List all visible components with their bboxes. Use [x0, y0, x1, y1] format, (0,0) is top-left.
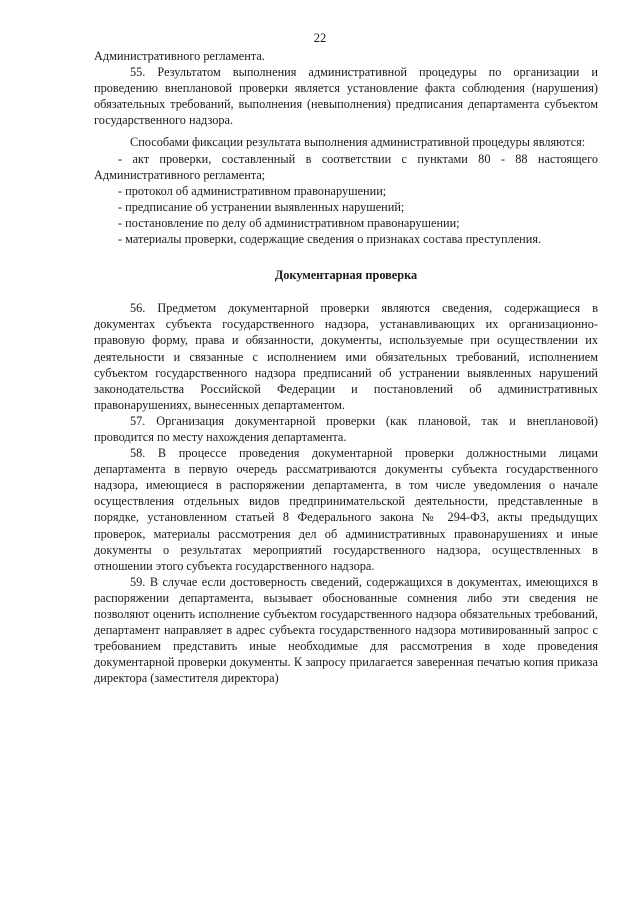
- methods-list: [94, 151, 598, 248]
- paragraph-continuation: Административного регламента.: [94, 49, 265, 63]
- paragraph-57: 57. Организация документарной проверки (как плановой, так и внеплановой) проводится по месту нахождения департамента.: [94, 413, 598, 444]
- page-number: 22: [313, 31, 327, 45]
- paragraph-59: 59. В случае если достоверность сведений, содержащихся в документах, имеющихся в распоряжении департамента, вызывает обоснованные сомнения либо эти сведения не позволяют оценить исполнение субъектом государственного надзора обязательных требований, департамент направляет в адрес субъекта государственного надзора мотивированный запрос с требованием представить иные необходимые для рассмотрения в ходе проведения документарной проверки документы. К запросу прилагается заверенная печатью копия приказа директора (заместителя директора): [94, 574, 598, 686]
- list-item: - постановление по делу об административном правонарушении;: [118, 215, 460, 230]
- page-body: [94, 48, 598, 686]
- list-item: - предписание об устранении выявленных нарушений;: [118, 199, 405, 214]
- paragraph-56: 56. Предметом документарной проверки являются сведения, содержащиеся в документах субъекта государственного надзора, устанавливающих их организационно-правовую форму, права и обязанности, документы, используемые при осуществлении их деятельности и связанные с исполнением ими обязательных требований, исполнением субъектом государственного надзора предписаний об устранении выявленных нарушений законодательства Российской Федерации и постановлений об административных правонарушениях, вынесенных департаментом.: [94, 301, 598, 412]
- list-item: - акт проверки, составленный в соответствии с пунктами 80 - 88 настоящего Административного регламента;: [94, 151, 598, 182]
- section-heading: Документарная проверка: [274, 268, 418, 283]
- paragraph-55: 55. Результатом выполнения административной процедуры по организации и проведению внеплановой проверки является установление факта соблюдения (нарушения) обязательных требований, выполнения (невыполнения) предписания департамента субъектом государственного надзора.: [94, 65, 598, 128]
- paragraph-methods-intro: Способами фиксации результата выполнения административной процедуры являются:: [130, 135, 586, 150]
- list-item: - протокол об административном правонарушении;: [118, 183, 387, 198]
- paragraph-58: 58. В процессе проведения документарной проверки должностными лицами департамента в первую очередь рассматриваются документы субъекта государственного надзора, имеющиеся в распоряжении департамента, в том числе уведомления о начале осуществления отдельных видов предпринимательской деятельности, представленные в порядке, установленном статьей 8 Федерального закона № 294-ФЗ, акты предыдущих проверок, материалы рассмотрения дел об административных правонарушениях и иные документы о результатах мероприятий государственного надзора, осуществленных в отношении этого субъекта государственного надзора.: [94, 446, 598, 573]
- list-item: - материалы проверки, содержащие сведения о признаках состава преступления.: [118, 232, 542, 247]
